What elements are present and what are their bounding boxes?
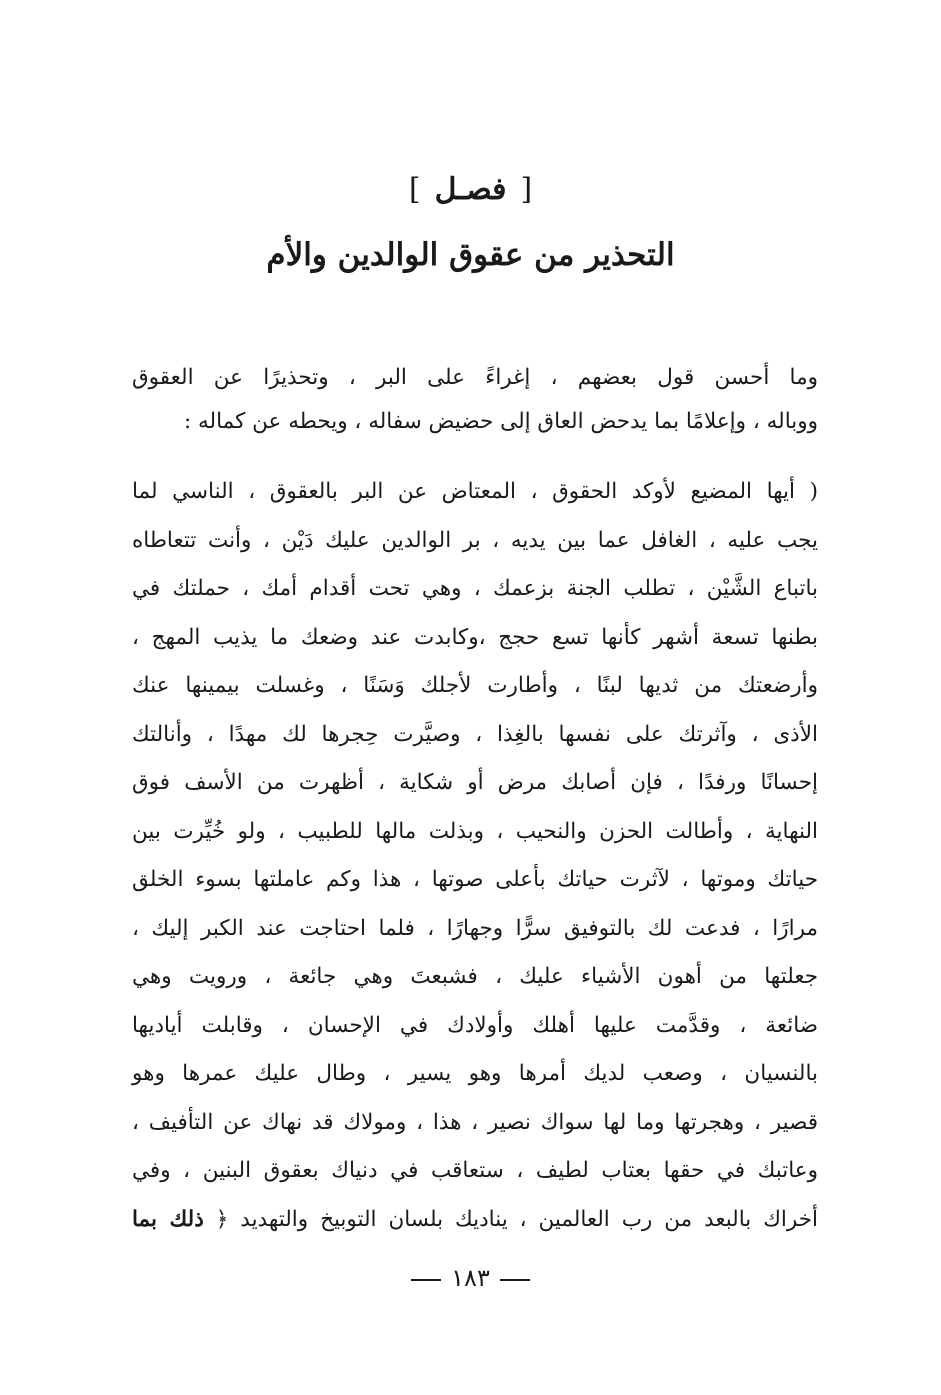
body-line: قصير ، وهجرتها وما لها سواك نصير ، هذا ، ومولاك قد نهاك عن التأفيف ، [132, 1109, 818, 1135]
body-line: النهاية ، وأطالت الحزن والنحيب ، وبذلت مالها للطبيب ، ولو خُيِّرت بين [132, 818, 818, 844]
dash-right [411, 1279, 441, 1281]
intro-paragraph [132, 356, 818, 444]
body-paragraph [132, 468, 818, 1244]
dash-left [500, 1279, 530, 1281]
body-line-final [132, 1196, 818, 1245]
intro-line: وما أحسن قول بعضهم ، إغراءً على البر ، وتحذيرًا عن العقوق [132, 365, 818, 390]
page-number: ١٨٣ [451, 1264, 490, 1292]
intro-line: ووباله ، وإعلامًا بما يدحض العاق إلى حضيض سفاله ، ويحطه عن كماله : [183, 409, 818, 434]
section-heading [0, 170, 941, 210]
page-number-footer [0, 1258, 941, 1298]
quran-quote-start: ذلك بما [132, 1206, 204, 1232]
quran-open-bracket: ﴿ [215, 1206, 229, 1232]
chapter-title: التحذير من عقوق الوالدين والأم [266, 237, 675, 273]
bracket-close: ] [408, 172, 421, 207]
body-line: بالنسيان ، وصعب لديك أمرها وهو يسير ، وطال عليك عمرها وهو [132, 1061, 818, 1086]
body-line: ضائعة ، وقدَّمت عليها أهلك وأولادك في الإحسان ، وقابلت أياديها [132, 1012, 818, 1038]
body-line: يجب عليه ، الغافل عما بين يديه ، بر الوالدين عليك دَيْن ، وأنت تتعاطاه [132, 527, 818, 553]
body-line: وأرضعتك من ثديها لبنًا ، وأطارت لأجلك وَسَنًا ، وغسلت بيمينها عنك [132, 673, 818, 698]
body-line: إحسانًا ورفدًا ، فإن أصابك مرض أو شكاية ، أظهرت من الأسف فوق [132, 770, 818, 795]
body-line: ( أيها المضيع لأوكد الحقوق ، المعتاض عن البر بالعقوق ، الناسي لما [132, 479, 818, 504]
body-line: حياتك وموتها ، لآثرت حياتك بأعلى صوتها ، هذا وكم عاملتها بسوء الخلق [132, 867, 818, 892]
final-line-text: أخراك بالبعد من رب العالمين ، يناديك بلسان التوبيخ والتهديد [240, 1206, 819, 1232]
body-line: وعاتبك في حقها بعتاب لطيف ، ستعاقب في دنياك بعقوق البنين ، وفي [132, 1158, 818, 1183]
body-line: الأذى ، وآثرتك على نفسها بالغِذا ، وصيَّرت حِجرها لك مهدًا ، وأنالتك [132, 721, 818, 747]
body-line: جعلتها من أهون الأشياء عليك ، فشبعتَ وهي جائعة ، ورويت وهي [132, 964, 818, 989]
section-word: فصـل [434, 172, 507, 207]
body-line: باتباع الشَّيْن ، تطلب الجنة بزعمك ، وهي تحت أقدام أمك ، حملتك في [132, 576, 818, 601]
body-line: بطنها تسعة أشهر كأنها تسع حجج ،وكابدت عند وضعك ما يذيب المهج ، [132, 624, 818, 650]
body-line: مرارًا ، فدعت لك بالتوفيق سرًّا وجهارًا ، فلما احتاجت عند الكبر إليك ، [132, 915, 818, 941]
bracket-open: [ [520, 172, 533, 207]
